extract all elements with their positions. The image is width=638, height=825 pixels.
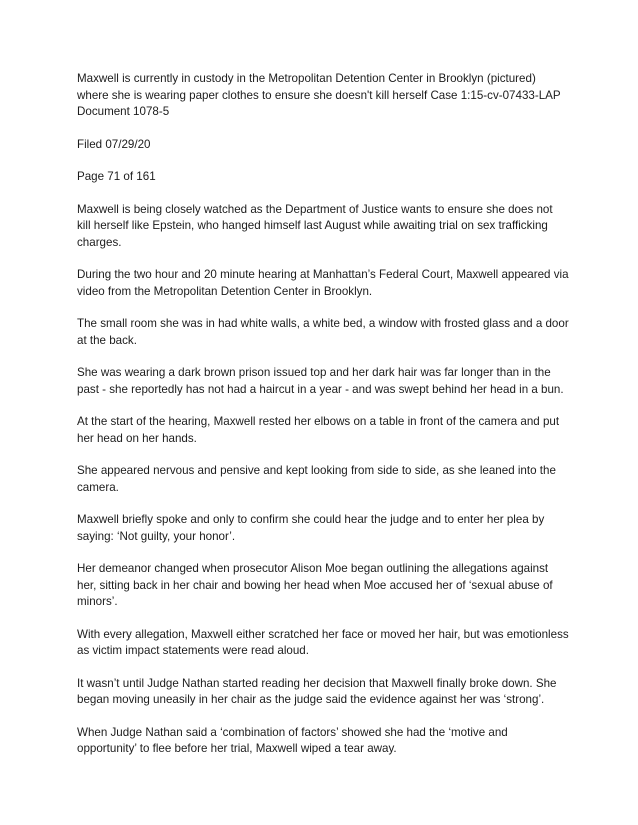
paragraph-hearing: During the two hour and 20 minute hearing at Manhattan’s Federal Court, Maxwell appeared via video from the Metropolitan Detention Center in Brooklyn.: [77, 268, 569, 298]
filed-date: Filed 07/29/20: [77, 137, 151, 151]
paragraph-custody: Maxwell is currently in custody in the Metropolitan Detention Center in Brooklyn (pictured) where she is wearing paper clothes to ensure she doesn't kill herself Case 1:15-cv-07433-LAP Document 1078-5: [77, 72, 561, 118]
paragraph-room: The small room she was in had white walls, a white bed, a window with frosted glass and a door at the back.: [77, 317, 569, 347]
paragraph-decision: It wasn’t until Judge Nathan started reading her decision that Maxwell finally broke down. She began moving uneasily in her chair as the judge said the evidence against her was ‘strong’.: [77, 676, 557, 706]
page-number: Page 71 of 161: [77, 170, 156, 183]
paragraph-tear: When Judge Nathan said a ‘combination of factors’ showed she had the ‘motive and opportunity’ to flee before her trial, Maxwell wiped a tear away.: [77, 725, 508, 755]
paragraph-plea: Maxwell briefly spoke and only to confirm she could hear the judge and to enter her plea by saying: ‘Not guilty, your honor’.: [77, 513, 545, 543]
document-body: [77, 71, 569, 774]
paragraph-nervous: She appeared nervous and pensive and kept looking from side to side, as she leaned into the camera.: [77, 464, 556, 494]
paragraph-start: At the start of the hearing, Maxwell rested her elbows on a table in front of the camera and put her head on her hands.: [77, 415, 560, 445]
paragraph-appearance: She was wearing a dark brown prison issued top and her dark hair was far longer than in the past - she reportedly has not had a haircut in a year - and was swept behind her head in a bun.: [77, 366, 564, 396]
paragraph-watched: Maxwell is being closely watched as the Department of Justice wants to ensure she does not kill herself like Epstein, who hanged himself last August while awaiting trial on sex trafficking charges.: [77, 202, 553, 249]
paragraph-allegation: With every allegation, Maxwell either scratched her face or moved her hair, but was emotionless as victim impact statements were read aloud.: [77, 627, 569, 657]
paragraph-demeanor: Her demeanor changed when prosecutor Alison Moe began outlining the allegations against her, sitting back in her chair and bowing her head when Moe accused her of ‘sexual abuse of minors’.: [77, 562, 553, 608]
